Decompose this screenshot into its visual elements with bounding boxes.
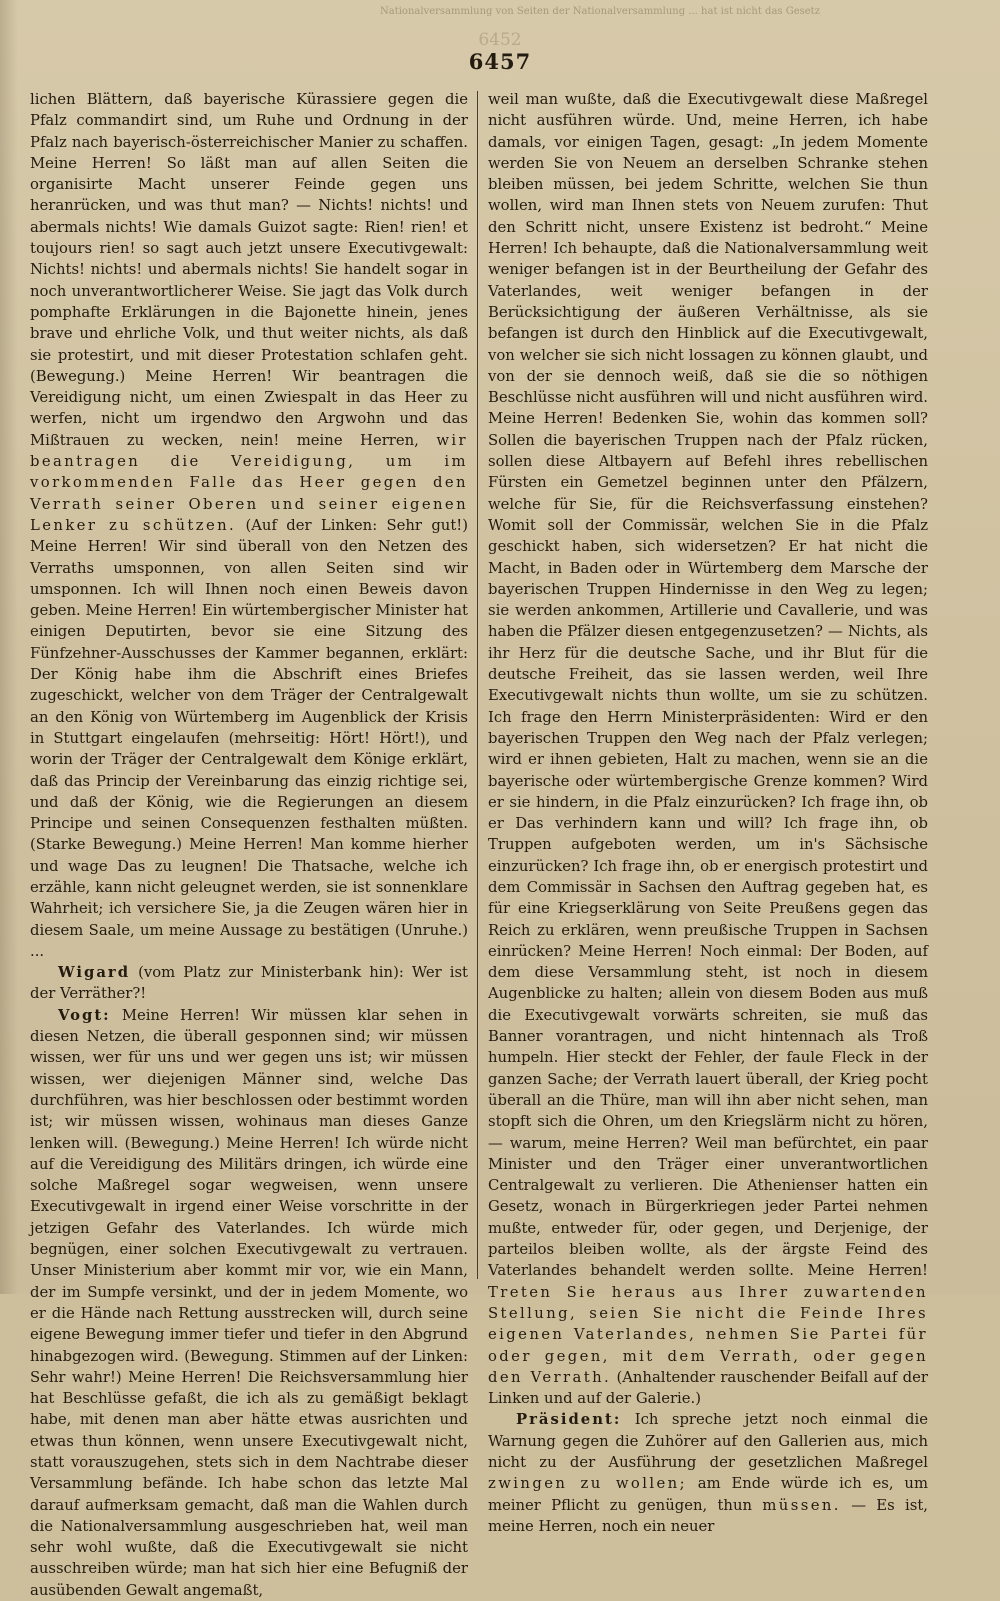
paragraph-text: (vom Platz zur Ministerbank hin): Wer ist der Verräther?!	[30, 964, 468, 1003]
speaker-name: Vogt:	[58, 1006, 111, 1024]
paragraph-text: (Anhaltender rauschender Beifall auf der Linken und auf der Galerie.)	[488, 1368, 928, 1408]
bleed-through-text: Nationalversammlung von Seiten der Nationalversammlung ... hat ist nicht das Gesetz	[380, 6, 820, 17]
emphasized-text: müssen.	[762, 1496, 841, 1514]
paragraph-text: Ich spreche jetzt noch einmal die Warnung gegen die Zuhörer auf den Gallerien aus, mich nicht zu der Ausführung der gesetzlichen Maßregel	[488, 1411, 928, 1471]
binding-shadow	[0, 0, 18, 1294]
emphasized-text: Treten Sie heraus aus Ihrer zuwartenden Stellung, seien Sie nicht die Feinde Ihres eigenen Vaterlandes, nehmen Sie Partei für oder gegen, mit dem Verrath, oder gegen den Verrath.	[488, 1283, 928, 1386]
ghost-page-number: 6452	[478, 30, 522, 50]
paragraph-continuation	[488, 89, 928, 1409]
paragraph-continuation	[30, 89, 468, 962]
paragraph-text: am Ende würde ich es, um meiner Pflicht zu genügen, thun	[488, 1475, 928, 1514]
paragraph-text: — Es ist, meine Herren, noch ein neuer	[488, 1496, 928, 1535]
left-column	[30, 89, 468, 1599]
column-divider	[477, 91, 478, 1279]
paragraph-wigard	[30, 962, 468, 1005]
page-number: 6457	[468, 49, 532, 74]
right-column	[488, 89, 928, 1535]
paragraph-text: Meine Herren! Wir müssen klar sehen in diesen Netzen, die überall gesponnen sind; wir müssen wissen, wer für uns und wer gegen uns ist; wir müssen wissen, wer diejenigen Männer sind, welche Das durchführen, was hier beschlossen oder bestimmt worden ist; wir müssen wissen, wohinaus man dieses Ganze lenken will. (Bewegung.) Meine Herren! Ich würde nicht auf die Vereidigung des Militärs dringen, ich würde eine solche Maßregel sogar wegweisen, wenn unsere Executivgewalt in irgend einer Weise vorschritte in der jetzigen Gefahr des Vaterlandes. Ich würde mich begnügen, einer solchen Executivgewalt zu vertrauen. Unser Ministerium aber kommt mir vor, wie ein Mann, der im Sumpfe versinkt, und der in jedem Momente, wo er die Hände nach Rettung ausstrecken will, durch seine eigene Bewegung immer tiefer und tiefer in den Abgrund hinabgezogen wird. (Bewegung. Stimmen auf der Linken: Sehr wahr!) Meine Herren! Die Reichsversammlung hier hat Beschlüsse gefaßt, die ich als zu gemäßigt beklagt habe, mit denen man aber hätte etwas ausrichten und etwas thun können, wenn unsere Executivgewalt nicht, statt vorauszugehen, stets sich in dem Nachtrabe dieser Versammlung befände. Ich habe schon das letzte Mal darauf aufmerksam gemacht, daß man die Wahlen durch die Nationalversammlung ausgeschrieben hat, weil man sehr wohl wußte, daß die Executivgewalt sie nicht ausschreiben würde; man hat sich hier eine Befugniß der ausübenden Gewalt angemaßt,	[30, 1006, 468, 1599]
paragraph-text: weil man wußte, daß die Executivgewalt diese Maßregel nicht ausführen würde. Und, meine Herren, ich habe damals, vor einigen Tagen, gesagt: „In jedem Momente werden Sie von Neuem an derselben Schranke stehen bleiben müssen, bei jedem Schritte, welchen Sie thun wollen, wird man Ihnen stets von Neuem zurufen: Thut den Schritt nicht, unsere Existenz ist bedroht.“ Meine Herren! Ich behaupte, daß die Nationalversammlung weit weniger befangen ist in der Beurtheilung der Gefahr des Vaterlandes, weit weniger befangen in der Berücksichtigung der äußeren Verhältnisse, als sie befangen ist durch den Hinblick auf die Executivgewalt, von welcher sie sich nicht lossagen zu können glaubt, und von der sie dennoch weiß, daß sie die so nöthigen Beschlüsse nicht ausführen will und nicht ausführen wird. Meine Herren! Bedenken Sie, wohin das kommen soll? Sollen die bayerischen Truppen nach der Pfalz rücken, sollen diese Altbayern auf Befehl ihres rebellischen Fürsten ein Gemetzel beginnen unter den Pfälzern, welche für Sie, für die Reichsverfassung einstehen? Womit soll der Commissär, welchen Sie in die Pfalz geschickt haben, sich widersetzen? Er hat nicht die Macht, in Baden oder in Würtemberg dem Marsche der bayerischen Truppen Hindernisse in den Weg zu legen; sie werden ankommen, Artillerie und Cavallerie, und was haben die Pfälzer diesen entgegenzusetzen? — Nichts, als ihr Herz für die deutsche Sache, und ihr Blut für die deutsche Freiheit, das sie lassen werden, weil Ihre Executivgewalt nichts thun wollte, um sie zu schützen. Ich frage den Herrn Ministerpräsidenten: Wird er den bayerischen Truppen den Weg nach der Pfalz verlegen; wird er ihnen gebieten, Halt zu machen, wenn sie an die bayerische oder würtembergische Grenze kommen? Wird er sie hindern, in die Pfalz einzurücken? Ich frage ihn, ob er Das verhindern kann und will? Ich frage ihn, ob Truppen aufgeboten werden, um in's Sächsische einzurücken? Ich frage ihn, ob er energisch protestirt und dem Commissär in Sachsen den Auftrag gegeben hat, es für eine Kriegserklärung von Seite Preußens gegen das Reich zu erklären, wenn preußische Truppen in Sachsen einrücken? Meine Herren! Noch einmal: Der Boden, auf dem diese Versammlung steht, ist noch in diesem Augenblicke zu halten; allein von diesem Boden aus muß die Executivgewalt vorwärts schreiten, sie muß das Banner vorantragen, und nicht hintennach als Troß humpeln. Hier steckt der Fehler, der faule Fleck in der ganzen Sache; der Verrath lauert überall, der Krieg pocht überall an die Thüre, man will ihn aber nicht sehen, man stopft sich die Ohren, um den Kriegslärm nicht zu hören, — warum, meine Herren? Weil man befürchtet, ein paar Minister und den Träger einer unverantwortlichen Centralgewalt zu verlieren. Die Athenienser hatten ein Gesetz, wonach in Bürgerkriegen jeder Partei nehmen mußte, entweder für, oder gegen, und Derjenige, der parteilos bleiben wollte, als der ärgste Feind des Vaterlandes behandelt werden sollte. Meine Herren!	[488, 91, 928, 1280]
paragraph-text: lichen Blättern, daß bayerische Kürassiere gegen die Pfalz commandirt sind, um Ruhe und Ordnung in der Pfalz nach bayerisch-österreichischer Manier zu schaffen. Meine Herren! So läßt man auf allen Seiten die organisirte Macht unserer Feinde gegen uns heranrücken, und was thut man? — Nichts! nichts! und abermals nichts! Wie damals Guizot sagte: Rien! rien! et toujours rien! so sagt auch jetzt unsere Executivgewalt: Nichts! nichts! und abermals nichts! Sie handelt sogar in noch unverantwortlicherer Weise. Sie jagt das Volk durch pomphafte Erklärungen in die Bajonette hinein, jenes brave und ehrliche Volk, und thut weiter nichts, als daß sie protestirt, und mit dieser Protestation schlafen geht. (Bewegung.) Meine Herren! Wir beantragen die Vereidigung nicht, um einen Zwiespalt in das Heer zu werfen, nicht um irgendwo den Argwohn und das Mißtrauen zu wecken, nein! meine Herren,	[30, 91, 468, 449]
paragraph-vogt	[30, 1005, 468, 1601]
emphasized-text: zwingen zu wollen;	[488, 1475, 687, 1493]
speaker-name: Wigard	[58, 964, 131, 982]
paragraph-praesident	[488, 1409, 928, 1537]
speaker-name: Präsident:	[516, 1411, 622, 1429]
paragraph-text: (Auf der Linken: Sehr gut!) Meine Herren! Wir sind überall von den Netzen des Verraths umsponnen, von allen Seiten sind wir umsponnen. Ich will Ihnen noch einen Beweis davon geben. Meine Herren! Ein würtembergischer Minister hat einigen Deputirten, bevor sie eine Sitzung des Fünfzehner-Ausschusses der Kammer begannen, erklärt: Der König habe ihm die Abschrift eines Briefes zugeschickt, welcher von dem Träger der Centralgewalt an den König von Würtemberg im Augenblick der Krisis in Stuttgart eingelaufen (mehrseitig: Hört! Hört!), und worin der Träger der Centralgewalt dem Könige erklärt, daß das Princip der Vereinbarung das einzig richtige sei, und daß der König, wie die Regierungen an diesem Principe und seinen Consequenzen festhalten müßten. (Starke Bewegung.) Meine Herren! Man komme hierher und wage Das zu leugnen! Die Thatsache, welche ich erzähle, kann nicht geleugnet werden, sie ist sonnenklare Wahrheit; ich versichere Sie, ja die Zeugen wären hier in diesem Saale, um meine Aussage zu bestätigen (Unruhe.) ...	[30, 516, 468, 960]
emphasized-text: wir beantragen die Vereidigung, um im vorkommenden Falle das Heer gegen den Verrath seiner Oberen und seiner eigenen Lenker zu schützen.	[30, 431, 468, 534]
